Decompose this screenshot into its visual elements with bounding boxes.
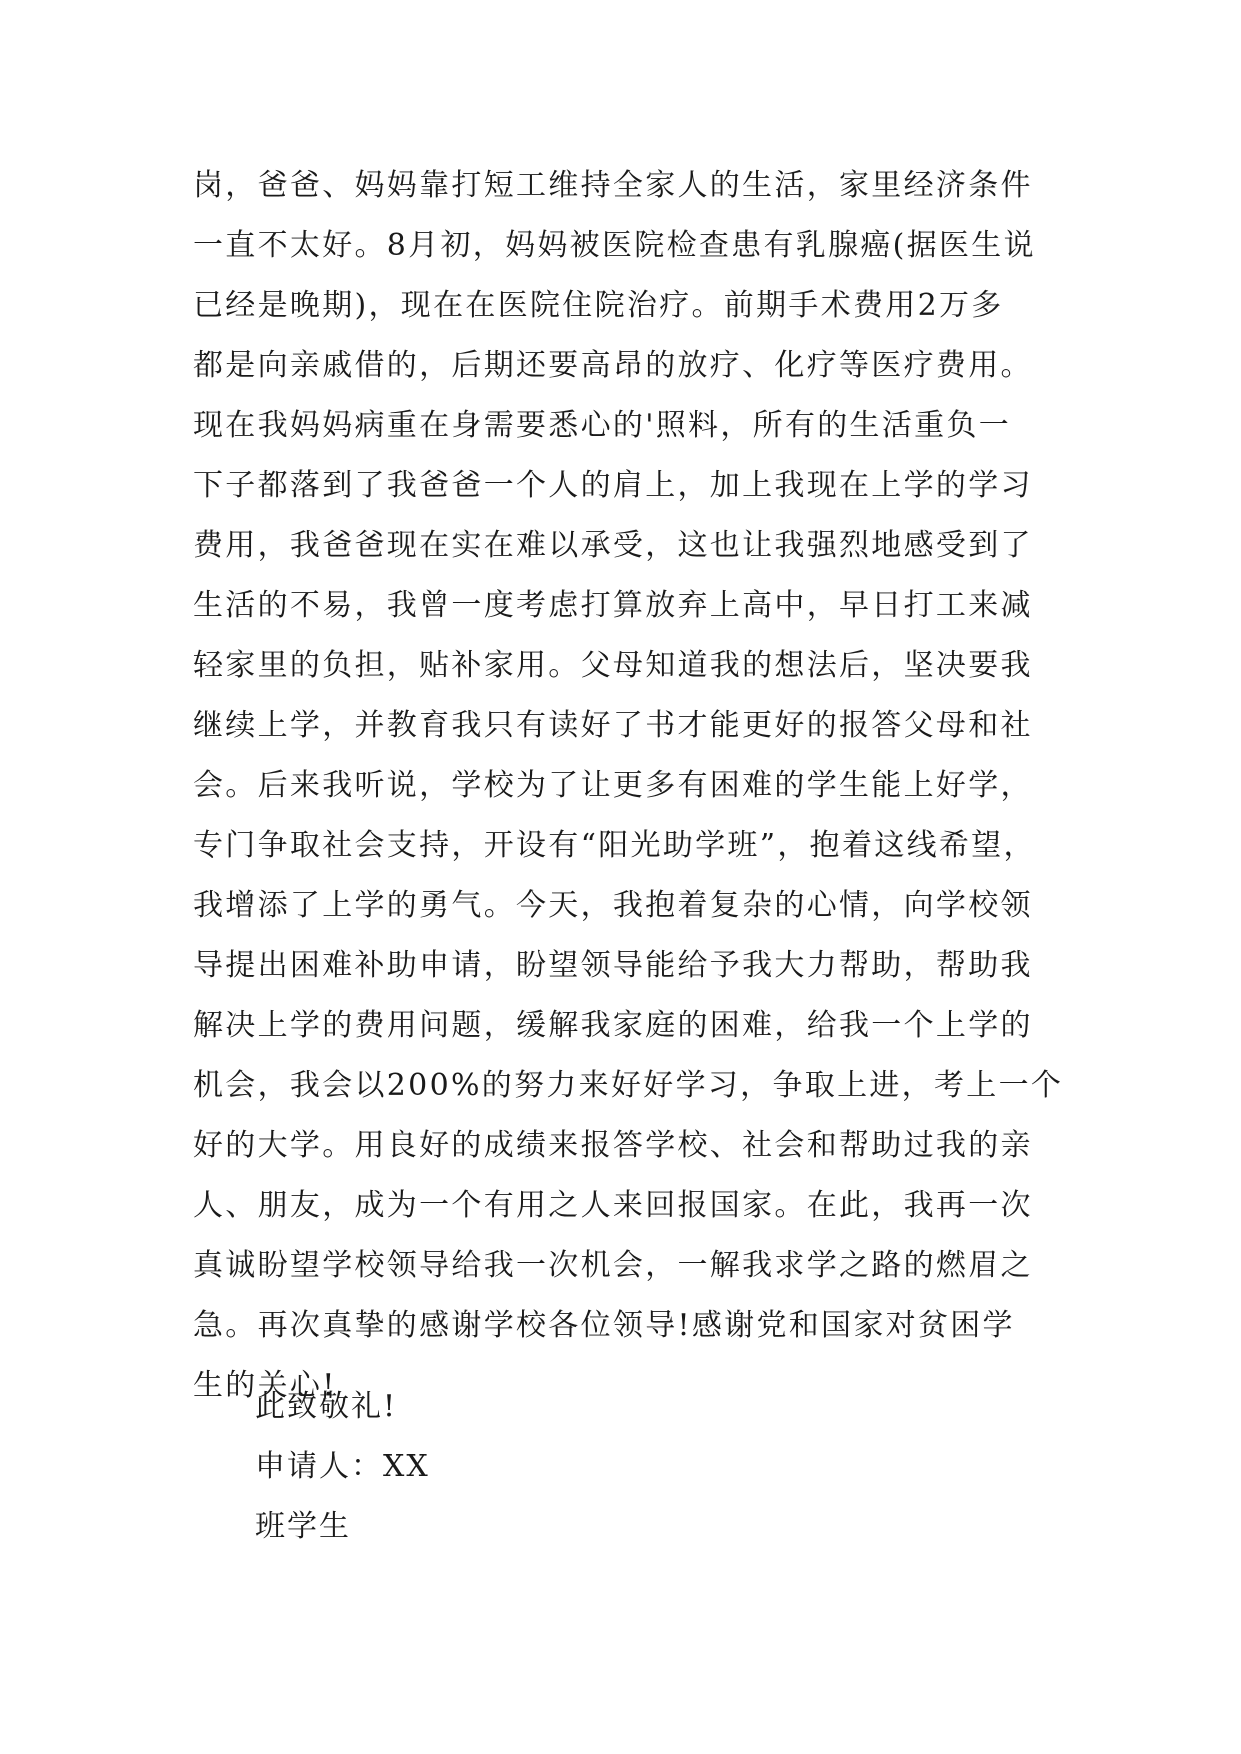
body-line: 生活的不易，我曾一度考虑打算放弃上高中，早日打工来减 [193, 588, 1033, 623]
body-line: 好的大学。用良好的成绩来报答学校、社会和帮助过我的亲 [193, 1128, 1033, 1163]
body-line: 我增添了上学的勇气。今天，我抱着复杂的心情，向学校领 [193, 888, 1033, 923]
body-line: 一直不太好。8月初，妈妈被医院检查患有乳腺癌(据医生说 [193, 228, 1036, 263]
body-line: 真诚盼望学校领导给我一次机会，一解我求学之路的燃眉之 [193, 1248, 1033, 1283]
body-line: 急。再次真挚的感谢学校各位领导!感谢党和国家对贫困学 [193, 1308, 1015, 1343]
body-line: 生的关心! [193, 1368, 337, 1403]
body-line: 导提出困难补助申请，盼望领导能给予我大力帮助，帮助我 [193, 948, 1033, 983]
body-line: 岗，爸爸、妈妈靠打短工维持全家人的生活，家里经济条件 [193, 168, 1033, 203]
body-line: 继续上学，并教育我只有读好了书才能更好的报答父母和社 [193, 708, 1033, 743]
salutation: 此致敬礼! [255, 1389, 398, 1424]
body-line: 都是向亲戚借的，后期还要高昂的放疗、化疗等医疗费用。 [193, 348, 1033, 383]
body-line: 机会，我会以200%的努力来好好学习，争取上进，考上一个 [193, 1068, 1064, 1103]
body-line: 下子都落到了我爸爸一个人的肩上，加上我现在上学的学习 [193, 468, 1033, 503]
letter-body [193, 156, 1073, 1416]
class-student-label: 班学生 [255, 1509, 351, 1544]
body-line: 会。后来我听说，学校为了让更多有困难的学生能上好学， [193, 768, 1033, 803]
body-line: 专门争取社会支持，开设有“阳光助学班”，抱着这线希望， [193, 828, 1036, 863]
body-line: 人、朋友，成为一个有用之人来回报国家。在此，我再一次 [193, 1188, 1033, 1223]
body-line: 已经是晚期)，现在在医院住院治疗。前期手术费用2万多 [193, 288, 1004, 323]
letter-closing [255, 1377, 430, 1557]
applicant-signature: 申请人：XX [255, 1449, 430, 1484]
body-line: 解决上学的费用问题，缓解我家庭的困难，给我一个上学的 [193, 1008, 1033, 1043]
body-line: 现在我妈妈病重在身需要悉心的'照料，所有的生活重负一 [193, 408, 1012, 443]
body-line: 轻家里的负担，贴补家用。父母知道我的想法后，坚决要我 [193, 648, 1033, 683]
body-line: 费用，我爸爸现在实在难以承受，这也让我强烈地感受到了 [193, 528, 1033, 563]
